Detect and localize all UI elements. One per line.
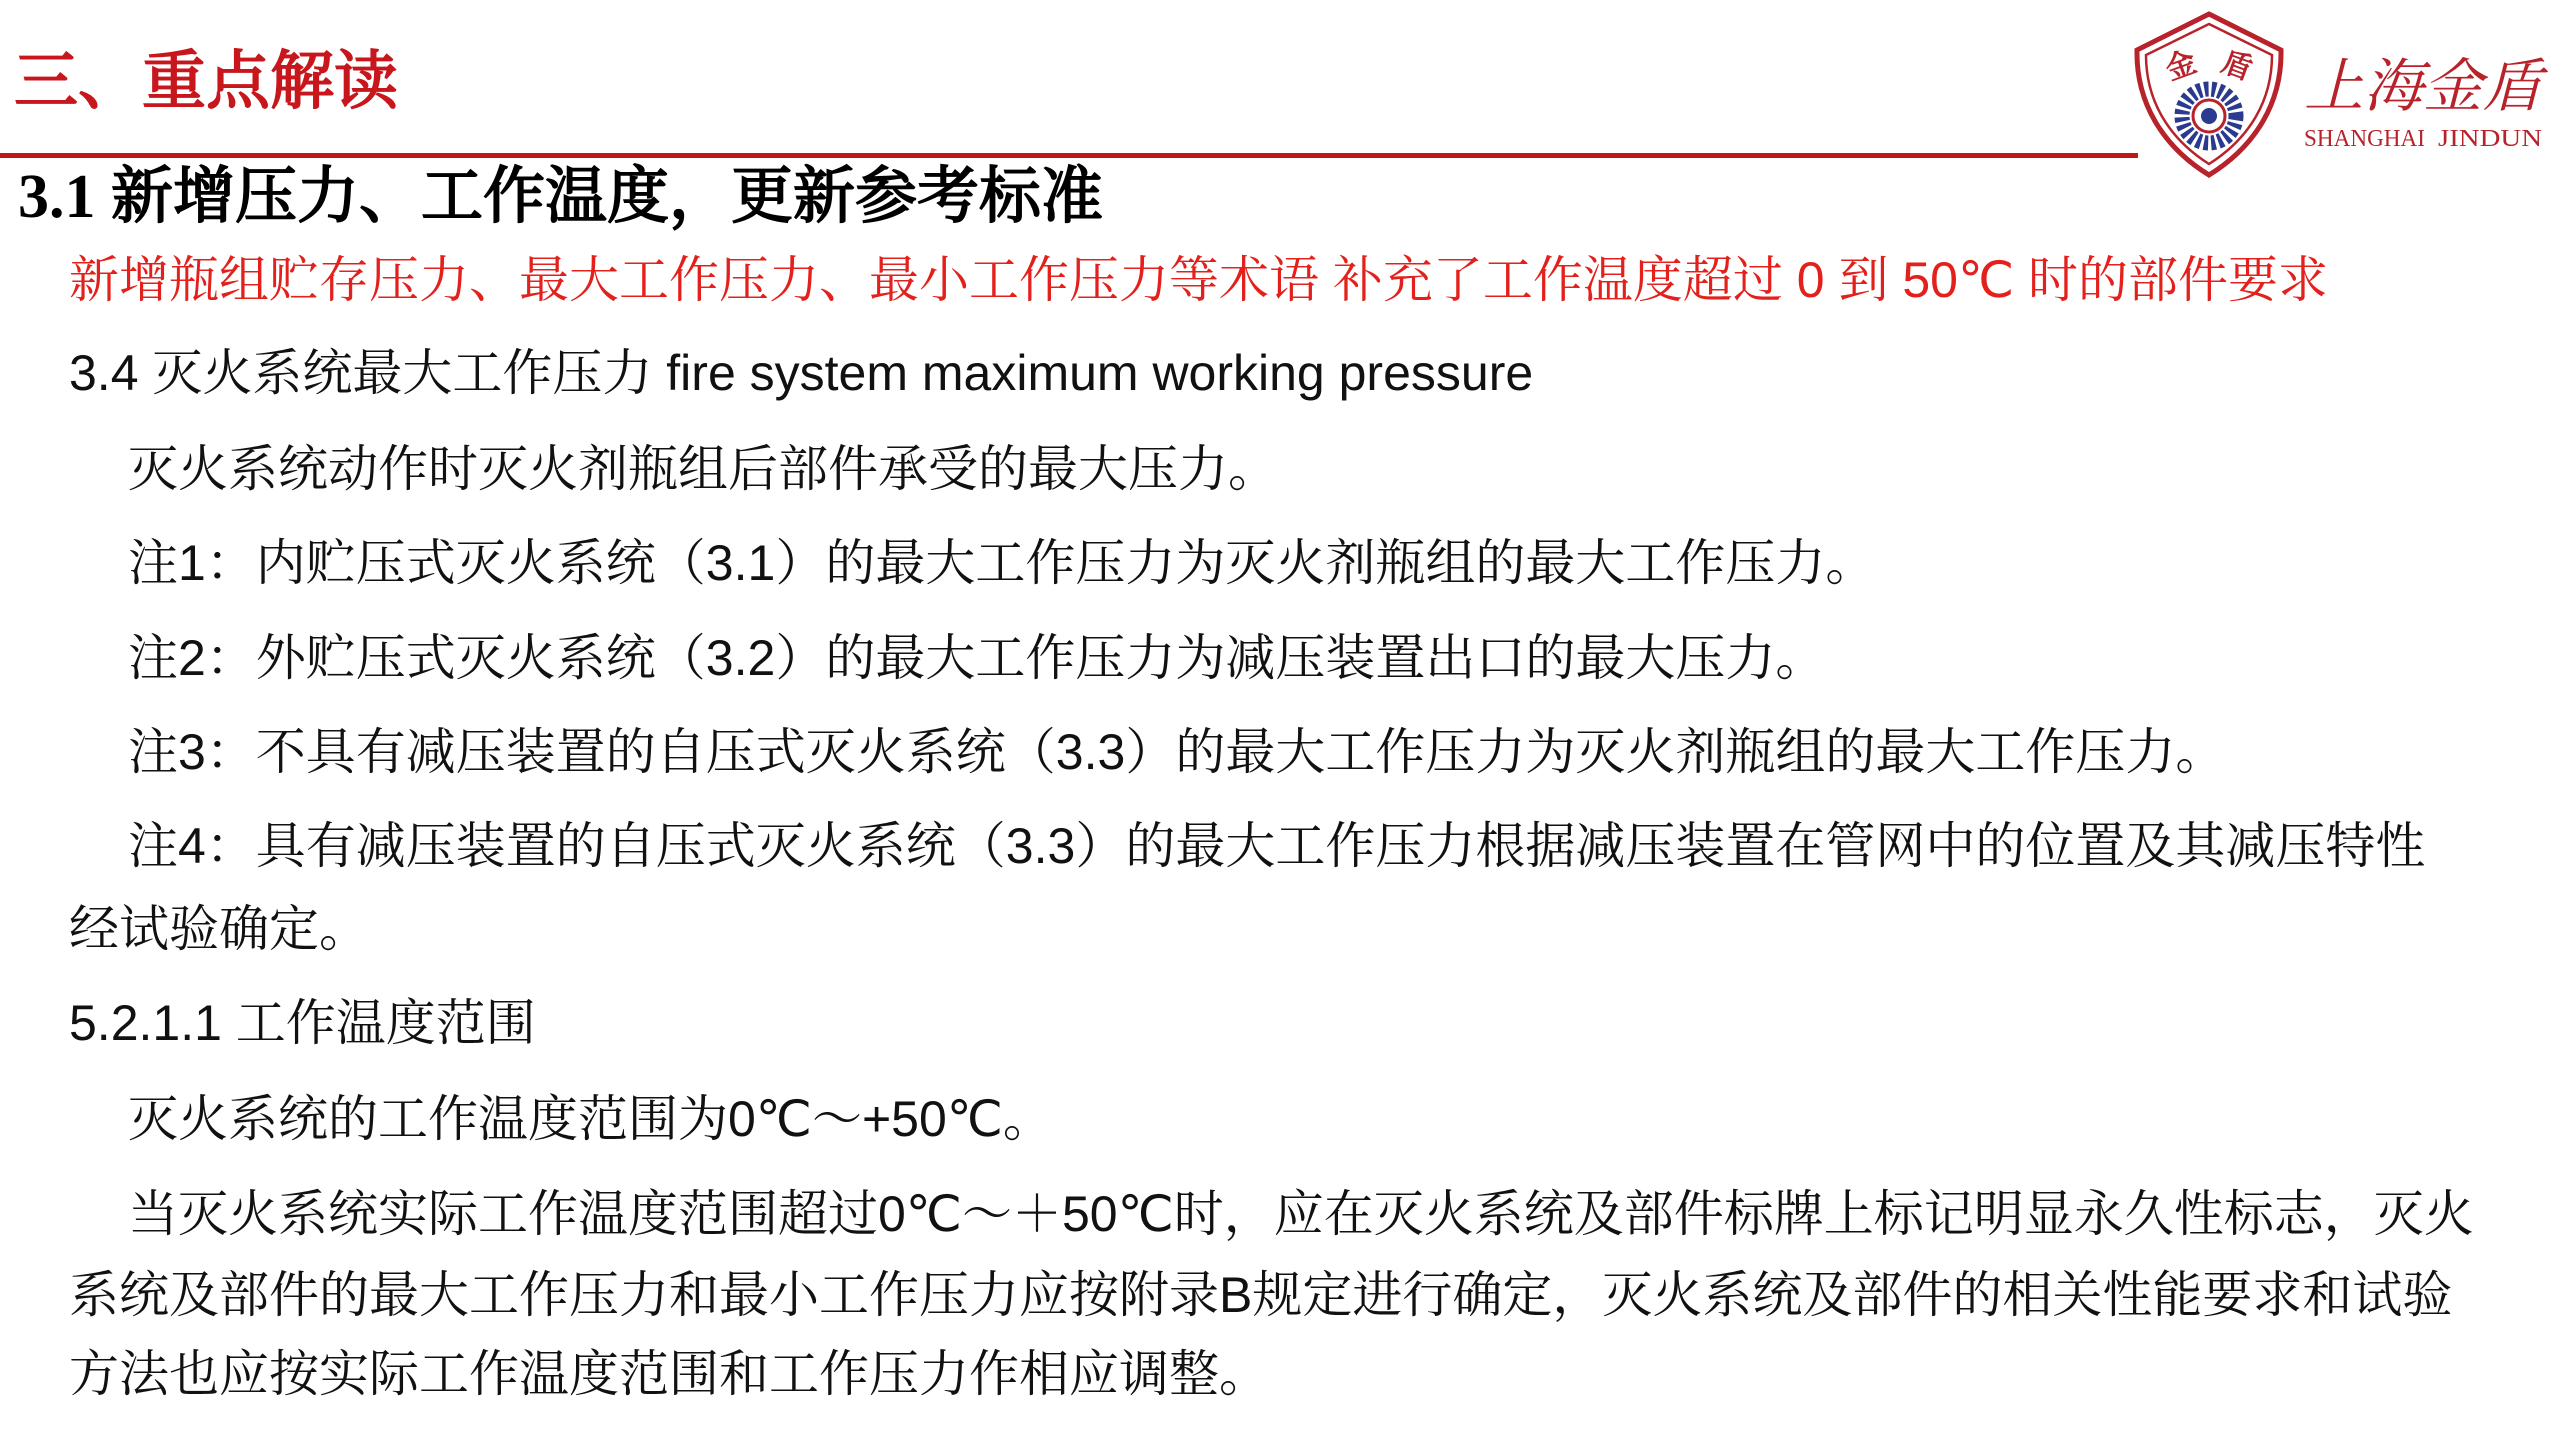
clause-3-4-definition: 灭火系统动作时灭火剂瓶组后部件承受的最大压力。 [128,441,1278,497]
header-divider [0,153,2138,158]
company-logo [2130,10,2550,180]
temperature-range-paragraph: 灭火系统的工作温度范围为0℃～+50℃。 [128,1091,1053,1147]
note-3: 注3：不具有减压装置的自压式灭火系统（3.3）的最大工作压力为灭火剂瓶组的最大工作压力。 [128,724,2226,780]
shield-left-char: 金 [2161,45,2201,87]
logo-name-en-first: SHANGHAI [2304,126,2425,152]
clause-5-2-1-1-heading: 5.2.1.1 工作温度范围 [69,995,536,1051]
section-heading: 3.1 新增压力、工作温度，更新参考标准 [18,163,1104,231]
note-1: 注1：内贮压式灭火系统（3.1）的最大工作压力为灭火剂瓶组的最大工作压力。 [128,535,1876,591]
note-2: 注2：外贮压式灭火系统（3.2）的最大工作压力为减压装置出口的最大压力。 [128,630,1826,686]
exceed-range-paragraph-line-2: 系统及部件的最大工作压力和最小工作压力应按附录B规定进行确定，灭火系统及部件的相关性能要求和试验 [69,1267,2453,1323]
shield-right-char: 盾 [2217,45,2257,87]
shield-icon [2137,14,2281,175]
logo-name-cn: 上海金盾 [2304,54,2549,119]
logo-name-en-second: JINDUN [2438,126,2542,152]
clause-3-4-heading: 3.4 灭火系统最大工作压力 fire system maximum working pressure [69,345,1534,401]
note-4-line-1: 注4：具有减压装置的自压式灭火系统（3.3）的最大工作压力根据减压装置在管网中的位置及其减压特性 [128,818,2426,874]
exceed-range-paragraph-line-1: 当灭火系统实际工作温度范围超过0℃～＋50℃时，应在灭火系统及部件标牌上标记明显永久性标志，灭火 [128,1186,2474,1242]
note-4-line-2: 经试验确定。 [69,901,369,957]
exceed-range-paragraph-line-3: 方法也应按实际工作温度范围和工作压力作相应调整。 [69,1346,1269,1402]
slide-title: 三、重点解读 [14,46,398,117]
section-summary: 新增瓶组贮存压力、最大工作压力、最小工作压力等术语 补充了工作温度超过 0 到 50℃ 时的部件要求 [69,252,2329,308]
